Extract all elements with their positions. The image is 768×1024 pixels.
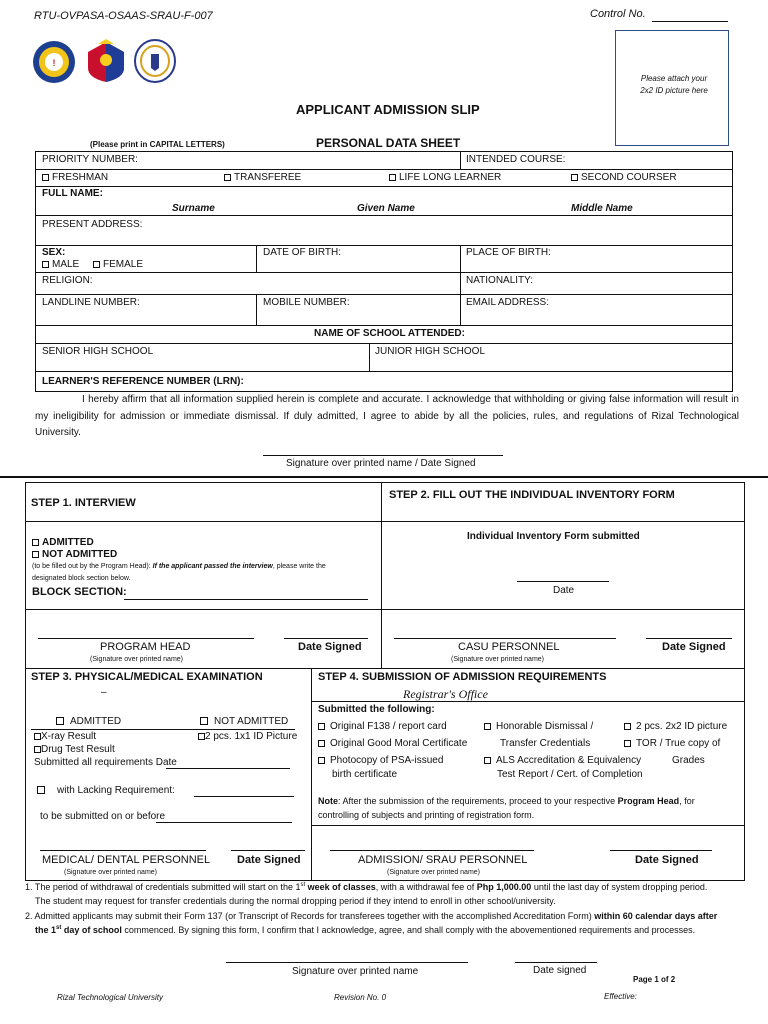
lrn-label: LEARNER'S REFERENCE NUMBER (LRN):: [42, 376, 244, 387]
print-note: (Please print in CAPITAL LETTERS): [90, 140, 225, 149]
req-tor[interactable]: TOR / True copy of: [624, 738, 720, 749]
checkbox-icon: [198, 733, 205, 740]
medical-personnel-title: MEDICAL/ DENTAL PERSONNEL: [42, 854, 211, 866]
checkbox-icon: [484, 723, 491, 730]
landline-label: LANDLINE NUMBER:: [42, 297, 140, 308]
submitted-all-label: Submitted all requirements Date: [34, 757, 177, 768]
footnote-2-line2: the 1st day of school commenced. By signing this form, I confirm that I acknowledge, agree, and shall comply with the abovementioned requirements and processes.: [35, 925, 696, 935]
sex-female-option[interactable]: FEMALE: [93, 259, 143, 270]
footer-revision: Revision No. 0: [334, 993, 387, 1002]
footer-university: Rizal Technological University: [57, 993, 163, 1002]
req-2x2-picture[interactable]: 2 pcs. 2x2 ID picture: [624, 721, 727, 732]
university-seal-logo: [134, 38, 176, 84]
checkbox-icon: [200, 717, 208, 725]
surname-caption: Surname: [172, 203, 215, 214]
step1-title: STEP 1. INTERVIEW: [31, 497, 136, 509]
mobile-label: MOBILE NUMBER:: [263, 297, 350, 308]
junior-high-label: JUNIOR HIGH SCHOOL: [375, 346, 486, 357]
option-freshman[interactable]: FRESHMAN: [42, 172, 108, 183]
program-head-title: PROGRAM HEAD: [100, 641, 191, 653]
submitted-all-date-field[interactable]: [166, 768, 290, 769]
checkbox-icon: [32, 539, 39, 546]
req-honorable-dismissal[interactable]: Honorable Dismissal /: [484, 721, 593, 732]
date-of-birth-label: DATE OF BIRTH:: [263, 247, 341, 258]
req-als-line2: Test Report / Cert. of Completion: [497, 769, 643, 780]
priority-number-label: PRIORITY NUMBER:: [42, 154, 138, 165]
checkbox-icon: [624, 723, 631, 730]
step1-note-line2: designated block section below.: [32, 575, 131, 582]
sex-label: SEX:: [42, 247, 66, 258]
step2-title: STEP 2. FILL OUT THE INDIVIDUAL INVENTORY FORM: [389, 489, 675, 501]
step2-date-signed: Date Signed: [662, 641, 726, 653]
checkbox-icon: [42, 261, 49, 268]
req-tor-line2: Grades: [672, 755, 705, 766]
req-good-moral[interactable]: Original Good Moral Certificate: [318, 738, 467, 749]
affirmation-text: I hereby affirm that all information supplied herein is complete and accurate. I acknowledge that withholding or giving false information will result in my ineligibility for admission or immediate dismissal. If duly admitted, I agree to abide by all the policies, rules, and regulations of Rizal Technological University.: [35, 394, 739, 438]
checkbox-icon: [56, 717, 64, 725]
req-transfer-credentials: Transfer Credentials: [500, 738, 591, 749]
checkbox-icon: [318, 723, 325, 730]
checkbox-icon: [571, 174, 578, 181]
step3-admitted-option[interactable]: ADMITTED: [56, 716, 121, 727]
final-signature-caption: Signature over printed name: [292, 966, 419, 977]
submitted-following-label: Submitted the following:: [318, 704, 435, 715]
step1-admitted-option[interactable]: ADMITTED: [32, 537, 94, 548]
svg-text:!: !: [52, 58, 56, 68]
step4-note-line2: controlling of subjects and printing of registration form.: [318, 810, 535, 820]
step1-note: (to be filled out by the Program Head): If the applicant passed the interview, please write the: [32, 563, 326, 570]
inventory-date-field[interactable]: [517, 581, 609, 582]
section-divider: [0, 476, 768, 478]
given-name-caption: Given Name: [357, 203, 415, 214]
footnote-1: 1. The period of withdrawal of credentials submitted will start on the 1st week of classes, with a withdrawal fee of Php 1,000.00 until the last day of system dropping period.: [25, 882, 708, 892]
checkbox-icon: [224, 174, 231, 181]
footnote-1-line2: The student may request for transfer credentials during the normal dropping period if they intend to enroll in other school/university.: [35, 896, 556, 906]
control-no-label: Control No.: [590, 8, 646, 20]
step4-note: Note: After the submission of the requirements, proceed to your respective Program Head, for: [318, 796, 695, 806]
inventory-date-caption: Date: [553, 585, 575, 596]
photo-note: Please attach your 2x2 ID picture here: [640, 74, 708, 95]
step1-date-signed: Date Signed: [298, 641, 362, 653]
footer-effective: Effective:: [604, 992, 637, 1001]
req-psa-line2: birth certificate: [332, 769, 398, 780]
school-attended-heading: NAME OF SCHOOL ATTENDED:: [314, 328, 465, 339]
option-transferee[interactable]: TRANSFEREE: [224, 172, 301, 183]
on-before-date-field[interactable]: [156, 822, 292, 823]
footnote-2: 2. Admitted applicants may submit their Form 137 (or Transcript of Records for transferees together with the accomplished Accreditation Form) within 60 calendar days after: [25, 911, 718, 921]
rtu-logo: [32, 40, 76, 84]
applicant-signature-line[interactable]: [263, 455, 503, 456]
place-of-birth-label: PLACE OF BIRTH:: [466, 247, 551, 258]
req-f138[interactable]: Original F138 / report card: [318, 721, 447, 732]
section-title-pds: PERSONAL DATA SHEET: [316, 136, 461, 150]
step2-sig-caption: (Signature over printed name): [451, 656, 544, 663]
senior-high-label: SENIOR HIGH SCHOOL: [42, 346, 154, 357]
final-signature-line[interactable]: [226, 962, 468, 963]
lacking-field[interactable]: [194, 796, 294, 797]
step1-not-admitted-option[interactable]: NOT ADMITTED: [32, 549, 117, 560]
block-section-label: BLOCK SECTION:: [32, 586, 127, 598]
step3-date-signed: Date Signed: [237, 854, 301, 866]
step4-sig-caption: (Signature over printed name): [387, 869, 480, 876]
control-no-field[interactable]: [652, 21, 728, 22]
block-section-field[interactable]: [124, 599, 368, 600]
checkbox-icon: [93, 261, 100, 268]
checkbox-icon: [389, 174, 396, 181]
casu-personnel-title: CASU PERSONNEL: [458, 641, 560, 653]
checkbox-icon: [318, 757, 325, 764]
form-code: RTU-OVPASA-OSAAS-SRAU-F-007: [34, 10, 213, 22]
step4-title: STEP 4. SUBMISSION OF ADMISSION REQUIREMENTS: [318, 671, 607, 683]
form-title: APPLICANT ADMISSION SLIP: [296, 102, 480, 117]
intended-course-label: INTENDED COURSE:: [466, 154, 566, 165]
checkbox-icon: [318, 740, 325, 747]
admission-personnel-title: ADMISSION/ SRAU PERSONNEL: [358, 854, 528, 866]
checkbox-icon: [42, 174, 49, 181]
page-number: Page 1 of 2: [633, 975, 676, 984]
inventory-submitted-label: Individual Inventory Form submitted: [467, 531, 640, 542]
step4-date-signed: Date Signed: [635, 854, 699, 866]
step3-sig-caption: (Signature over printed name): [64, 869, 157, 876]
lacking-option[interactable]: with Lacking Requirement:: [37, 785, 175, 796]
full-name-label: FULL NAME:: [42, 188, 103, 199]
req-psa[interactable]: Photocopy of PSA-issued: [318, 755, 443, 766]
sex-male-option[interactable]: MALE: [42, 259, 79, 270]
final-date-line[interactable]: [515, 962, 597, 963]
present-address-label: PRESENT ADDRESS:: [42, 219, 143, 230]
checkbox-icon: [34, 733, 41, 740]
religion-label: RELIGION:: [42, 275, 93, 286]
registrar-office-label: Registrar's Office: [403, 687, 488, 701]
xray-option[interactable]: X-ray Result: [34, 731, 96, 742]
nationality-label: NATIONALITY:: [466, 275, 534, 286]
step1-sig-caption: (Signature over printed name): [90, 656, 183, 663]
checkbox-icon: [32, 551, 39, 558]
email-label: EMAIL ADDRESS:: [466, 297, 549, 308]
drug-test-option[interactable]: Drug Test Result: [34, 744, 115, 755]
on-before-label: to be submitted on or before: [40, 811, 166, 822]
middle-name-caption: Middle Name: [571, 203, 633, 214]
step3-dash: –: [101, 687, 107, 698]
req-als[interactable]: ALS Accreditation & Equivalency: [484, 755, 641, 766]
id-picture-option[interactable]: 2 pcs. 1x1 ID Picture: [198, 731, 297, 742]
step3-not-admitted-option[interactable]: NOT ADMITTED: [200, 716, 288, 727]
id-photo-box[interactable]: [615, 30, 729, 146]
final-date-caption: Date signed: [533, 965, 587, 976]
option-second-courser[interactable]: SECOND COURSER: [571, 172, 677, 183]
checkbox-icon: [37, 786, 45, 794]
philippine-seal-logo: [84, 38, 128, 84]
checkbox-icon: [484, 757, 491, 764]
signature-date-caption: Signature over printed name / Date Signed: [286, 458, 476, 469]
option-life-long-learner[interactable]: LIFE LONG LEARNER: [389, 172, 501, 183]
checkbox-icon: [34, 746, 41, 753]
step3-title: STEP 3. PHYSICAL/MEDICAL EXAMINATION: [31, 671, 263, 683]
checkbox-icon: [624, 740, 631, 747]
